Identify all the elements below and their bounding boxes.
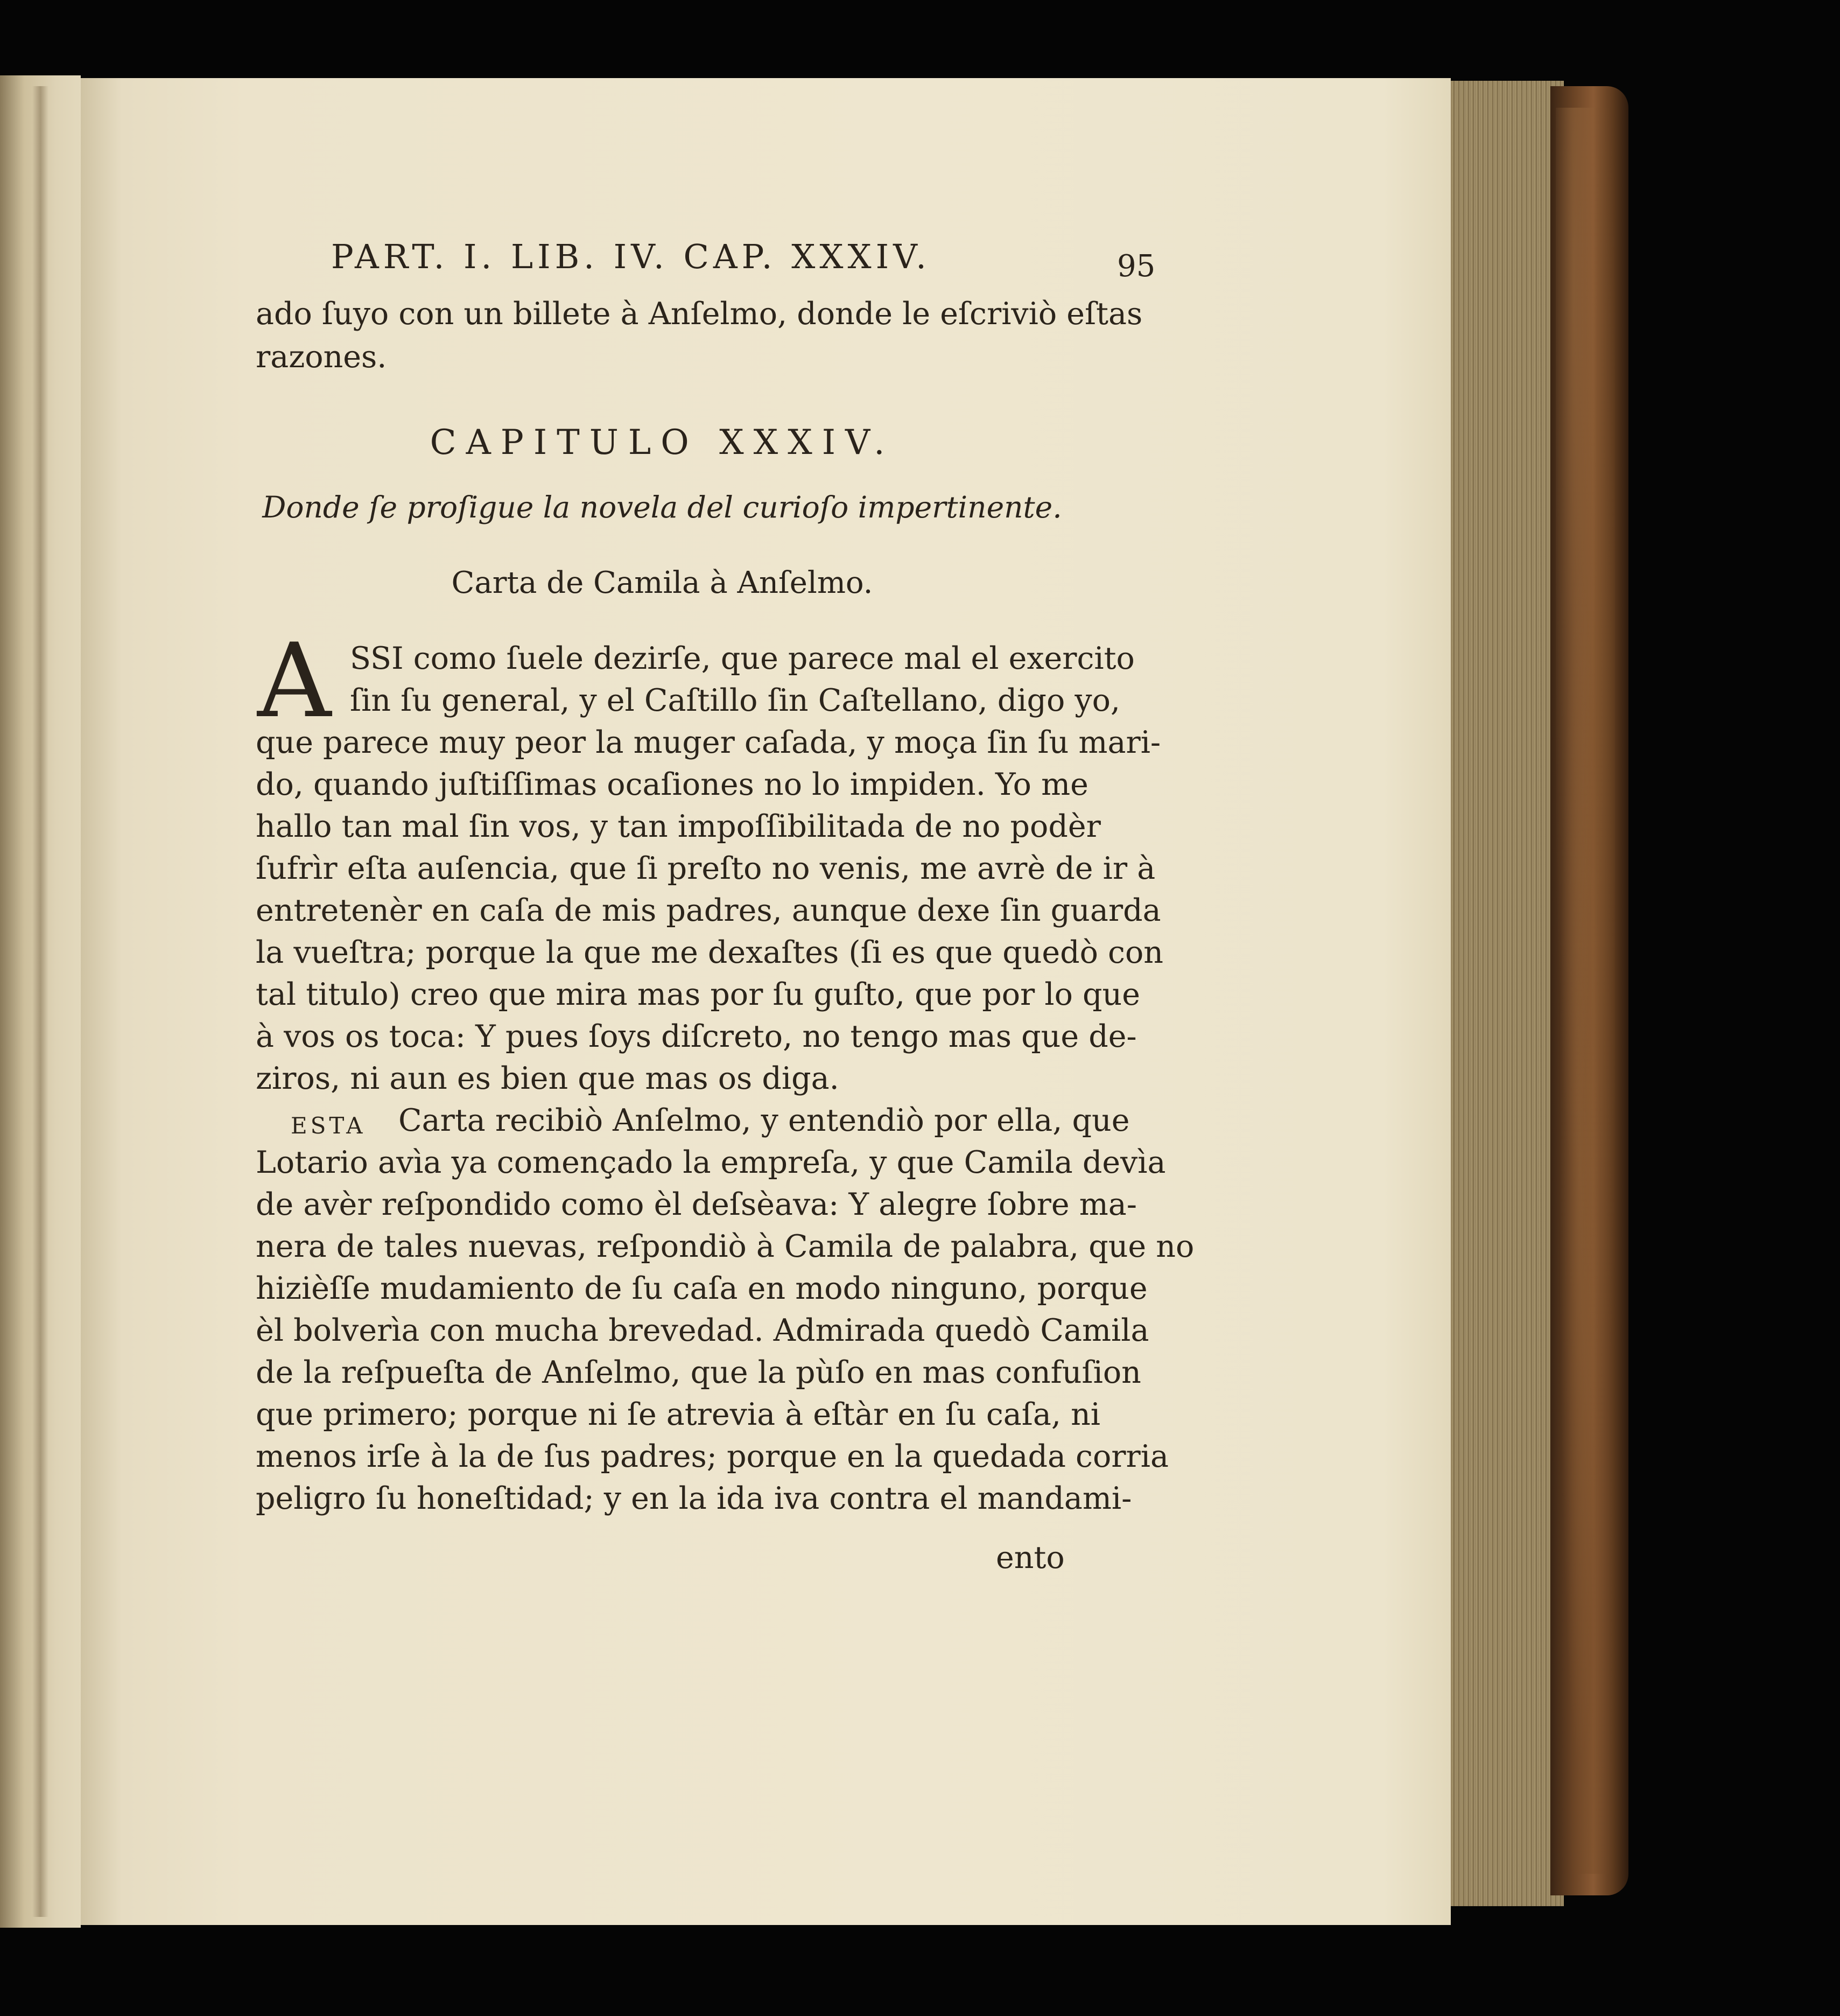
paragraph-line: Carta recibiò Anſelmo, y entendiò por ella, que [398, 1103, 1130, 1138]
letter-line: do, quando juſtiſſimas ocaſiones no lo impiden. Yo me [256, 767, 1088, 802]
paragraph-line: èl bolverìa con mucha brevedad. Admirada quedò Camila [256, 1313, 1149, 1348]
page-fore-edge [1451, 81, 1564, 1906]
intro-line: ado ſuyo con un billete à Anſelmo, donde le eſcriviò eſtas [256, 296, 1143, 332]
letter-line: tal titulo) creo que mira mas por ſu guſto, que por lo que [256, 977, 1140, 1012]
chapter-subtitle: Donde ſe proſigue la novela del curioſo impertinente. [262, 490, 1062, 524]
paragraph-line: de avèr reſpondido como èl deſsèava: Y alegre ſobre ma- [256, 1187, 1137, 1222]
chapter-title: CAPITULO XXXIV. [430, 423, 895, 463]
letter-line: que parece muy peor la muger caſada, y moça ſin ſu mari- [256, 725, 1161, 760]
letter-line: la vueſtra; porque la que me dexaſtes (ſi es que quedò con [256, 935, 1164, 970]
paragraph-line: que primero; porque ni ſe atrevia à eſtàr en ſu caſa, ni [256, 1397, 1101, 1432]
letter-line: entretenèr en caſa de mis padres, aunque dexe ſin guarda [256, 893, 1161, 928]
cover-marbling [1556, 108, 1615, 1874]
paragraph-line: Lotario avìa ya començado la empreſa, y que Camila devìa [256, 1145, 1166, 1180]
letter-line: SSI como ſuele dezirſe, que parece mal el exercito [350, 641, 1135, 676]
paragraph-line: de la reſpueſta de Anſelmo, que la pùſo en mas confuſion [256, 1355, 1141, 1390]
letter-line: ſufrìr eſta auſencia, que ſi preſto no venis, me avrè de ir à [256, 851, 1156, 886]
letter-line: hallo tan mal ſin vos, y tan impoſſibilitada de no podèr [256, 809, 1101, 844]
intro-line: razones. [256, 339, 387, 375]
gutter-shadow [32, 86, 48, 1917]
paragraph-lead [291, 1108, 382, 1139]
drop-cap: A [257, 621, 332, 740]
paragraph-line: menos irſe à la de ſus padres; porque en la quedada corria [256, 1439, 1169, 1474]
letter-line: à vos os toca: Y pues ſoys diſcreto, no tengo mas que de- [256, 1019, 1137, 1054]
letter-line: ſin ſu general, y el Caſtillo ſin Caſtellano, digo yo, [350, 683, 1121, 718]
running-head: PART. I. LIB. IV. CAP. XXXIV. [331, 237, 931, 276]
paragraph-line: hizièſſe mudamiento de ſu caſa en modo ninguno, porque [256, 1271, 1148, 1306]
letter-heading: Carta de Camila à Anſelmo. [451, 565, 873, 600]
catchword: ento [996, 1540, 1065, 1576]
paragraph-line: nera de tales nuevas, reſpondiò à Camila de palabra, que no [256, 1229, 1195, 1264]
letter-line: ziros, ni aun es bien que mas os diga. [256, 1061, 839, 1096]
paragraph-line: peligro ſu honeſtidad; y en la ida iva contra el mandami- [256, 1481, 1132, 1516]
paragraph-lead-text: ESTA [291, 1112, 366, 1139]
page-number: 95 [1117, 249, 1156, 284]
